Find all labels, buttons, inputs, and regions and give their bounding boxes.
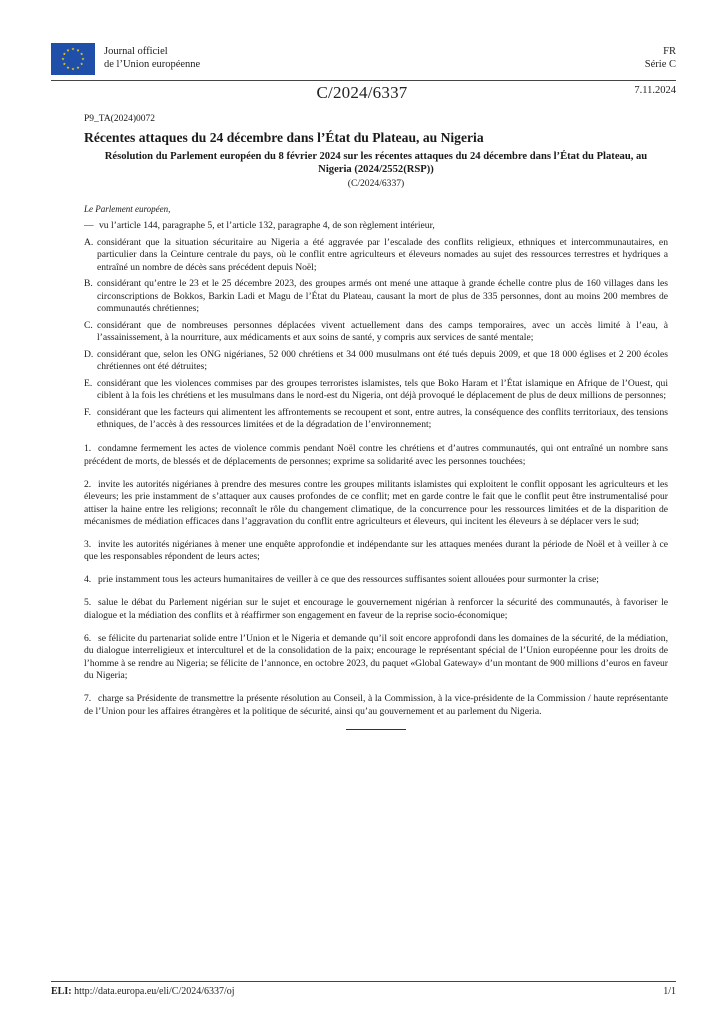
considerant-marker: D.: [84, 348, 94, 360]
paragraph-text: prie instamment tous les acteurs humanitaires de veiller à ce que des ressources suffisantes soient allouées pour surmonter la crise;: [98, 574, 599, 586]
paragraph-4: [84, 574, 668, 586]
paragraph-marker: 6.: [84, 632, 92, 644]
series-label: Série C: [644, 59, 676, 70]
document-subcode: (C/2024/6337): [347, 178, 405, 190]
footer-rule: [51, 981, 676, 982]
paragraph-marker: 1.: [84, 443, 92, 455]
paragraph-text: invite les autorités nigérianes à prendre des mesures contre les groupes militants islamistes qui exploitent le conflit opposant les agriculteurs et les éleveurs; les prie instamment de s’attaquer aux causes profondes de ce conflit; met en garde contre le fait que le conflit peut être instrumentalisé pour attiser la haine entre les religions; reconnaît le rôle du changement climatique, de la concurrence pour les ressources limitées et de la disparition de mécanismes de médiation efficaces dans l’aggravation du conflit entre agriculteurs et éleveurs, qui incitent les éleveurs à se déplacer vers le sud;: [84, 478, 668, 528]
language-series: [645, 45, 676, 71]
reference-number: P9_TA(2024)0072: [84, 114, 156, 124]
paragraph-6: [84, 633, 668, 683]
considerant-c: [84, 320, 668, 345]
paragraph-text: salue le débat du Parlement nigérian sur le sujet et encourage le gouvernement nigérian à renforcer la sécurité des communautés, à favoriser le dialogue et la médiation des conflits et à réaffirmer son engagement en faveur de la reprise socio-économique;: [84, 597, 668, 621]
considerant-marker: A.: [84, 236, 94, 248]
considerant-text: considérant que, selon les ONG nigérianes, 52 000 chrétiens et 34 000 musulmans ont été tués depuis 2009, et que 18 000 églises et 2 200 écoles chrétiennes ont été détruites;: [97, 348, 668, 373]
journal-line-2: de l’Union européenne: [104, 59, 201, 70]
paragraph-marker: 2.: [84, 478, 92, 490]
considerant-text: considérant que les violences commises par des groupes terroristes islamistes, tels que Boko Haram et l’État islamique en Afrique de l’Ouest, qui ciblent à la fois les chrétiens et les musulmans dans le nord-est du Nigeria, ont déjà provoqué le déplacement de plus de deux millions de personnes;: [97, 377, 668, 402]
considerant-b: [84, 278, 668, 315]
paragraph-marker: 5.: [84, 597, 92, 609]
paragraph-text: condamne fermement les actes de violence commis pendant Noël contre les chrétiens et d’autres communautés, qui ont entraîné un nombre sans précédent de morts, de blessés et de déplacements de personnes; exprime sa solidarité avec les personnes touchées;: [84, 443, 668, 467]
considerant-e: [84, 378, 668, 403]
end-separator: [346, 729, 406, 730]
document-title: Récentes attaques du 24 décembre dans l’État du Plateau, au Nigeria: [84, 130, 484, 146]
header-rule: [51, 80, 676, 81]
eli-label: ELI:: [51, 986, 72, 997]
eli-reference[interactable]: [51, 986, 235, 997]
visa-text: vu l’article 144, paragraphe 5, et l’article 132, paragraphe 4, de son règlement intérieur,: [99, 220, 435, 232]
document-code: C/2024/6337: [316, 83, 408, 102]
document-subtitle: Résolution du Parlement européen du 8 février 2024 sur les récentes attaques du 24 décembre dans l’État du Plateau, au Nigeria (2024/2552(RSP)): [104, 151, 648, 176]
considerant-marker: C.: [84, 319, 93, 331]
eu-flag-logo: [51, 43, 95, 75]
page-number: 1/1: [663, 986, 676, 997]
paragraph-2: [84, 479, 668, 529]
paragraph-1: [84, 443, 668, 468]
visa-marker: —: [84, 220, 94, 232]
considerant-text: considérant qu’entre le 23 et le 25 décembre 2023, des groupes armés ont mené une attaque à grande échelle contre plus de 160 villages dans les circonscriptions de Bokkos, Barkin Ladi et Magu de l’État du Plateau, causant la mort de plus de 335 personnes, dont au moins 200 membres de communautés chrétiennes;: [97, 278, 668, 315]
considerant-d: [84, 349, 668, 374]
considerant-text: considérant que de nombreuses personnes déplacées vivent actuellement dans des camps temporaires, avec un accès limité à l’eau, à l’assainissement, à la nourriture, aux médicaments et aux soins de santé, y compris aux services de santé mentale;: [97, 319, 668, 344]
paragraph-marker: 7.: [84, 693, 92, 705]
considerant-marker: E.: [84, 377, 93, 389]
paragraph-text: invite les autorités nigérianes à mener une enquête approfondie et indépendante sur les attaques menées durant la période de Noël et à veiller à ce que les responsables répondent de leurs actes;: [84, 539, 668, 563]
intro-line: Le Parlement européen,: [84, 203, 171, 214]
publication-date: 7.11.2024: [634, 85, 676, 96]
considerant-marker: B.: [84, 278, 93, 290]
document-body: [84, 113, 668, 730]
journal-line-1: Journal officiel: [104, 46, 168, 57]
paragraph-7: [84, 693, 668, 718]
considerant-text: considérant que les facteurs qui alimentent les affrontements se recoupent et sont, entre autres, la conséquence des conflits territoriaux, des tensions ethniques, de l’accès à des ressources limitées et de la dégradation de l’environnement;: [97, 406, 668, 431]
eli-link[interactable]: http://data.europa.eu/eli/C/2024/6337/oj: [74, 986, 235, 997]
paragraph-marker: 3.: [84, 539, 92, 551]
considerant-f: [84, 407, 668, 432]
language-code: FR: [663, 46, 676, 57]
paragraph-text: charge sa Présidente de transmettre la présente résolution au Conseil, à la Commission, à la vice-présidente de la Commission / haute représentante de l’Union pour les affaires étrangères et la politique de sécurité, ainsi qu’au gouvernement et au parlement du Nigeria.: [84, 693, 668, 717]
eu-stars-icon: [51, 43, 95, 75]
paragraph-text: se félicite du partenariat solide entre l’Union et le Nigeria et demande qu’il soit encore approfondi dans les domaines de la sécurité, de la médiation, du dialogue interreligieux et interculturel et de la consolidation de la paix; encourage le représentant spécial de l’Union européenne pour les droits de l’homme à se rendre au Nigeria; se félicite de l’annonce, en octobre 2023, du paquet «Global Gateway» d’un montant de 900 millions d’euros en faveur du Nigeria;: [84, 632, 668, 682]
visa-item: [84, 220, 668, 232]
paragraph-marker: 4.: [84, 574, 92, 586]
considerant-a: [84, 237, 668, 274]
paragraph-5: [84, 597, 668, 622]
considerant-text: considérant que la situation sécuritaire au Nigeria a été aggravée par l’escalade des conflits religieux, ethniques et intercommunautaires, en particulier dans la Ceinture centrale du pays, où le conflit entre agriculteurs et éleveurs nomades au sujet des ressources terrestres et hydriques a entraîné un nombre de décès sans précédent depuis Noël;: [97, 236, 668, 273]
paragraph-3: [84, 539, 668, 564]
considerant-marker: F.: [84, 406, 91, 418]
journal-title: [104, 45, 200, 71]
